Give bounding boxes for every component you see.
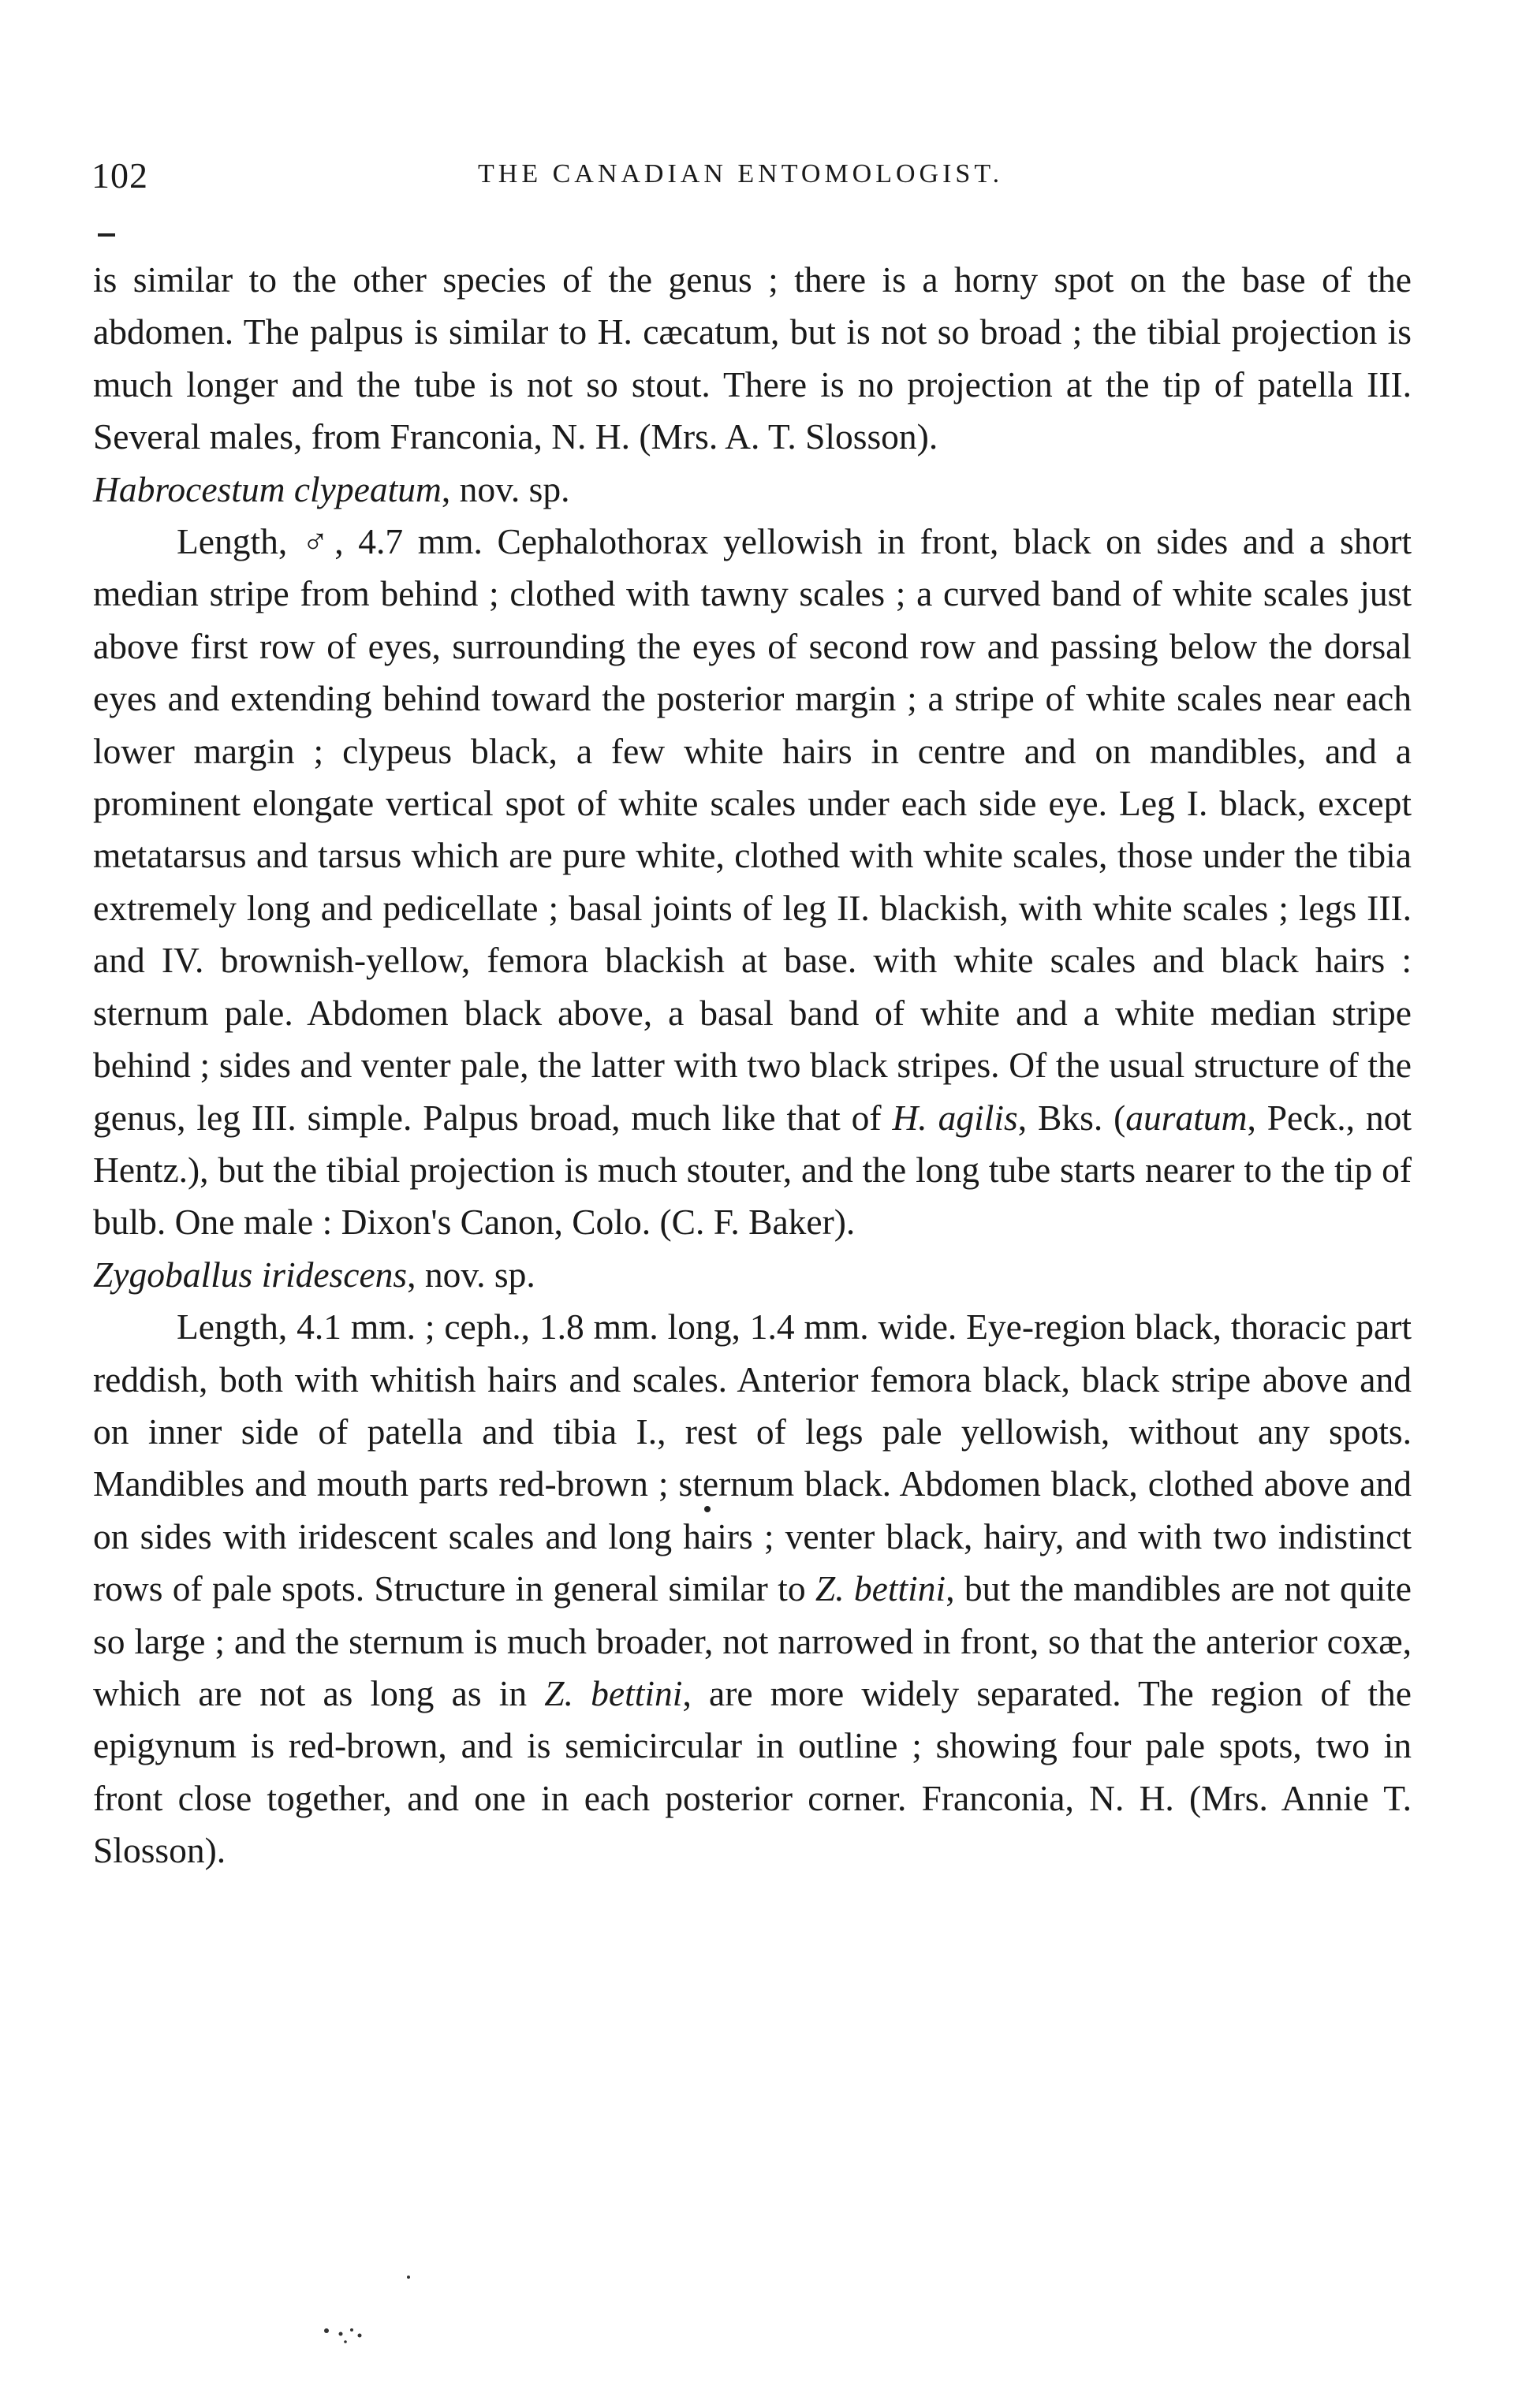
species-reference: H. agilis <box>892 1097 1018 1138</box>
description-text: , Bks. ( <box>1017 1097 1126 1138</box>
journal-title: THE CANADIAN ENTOMOLOGIST. <box>478 159 1004 188</box>
description-text: , are more widely separated. The region of the epigynum is red-brown, and is semicircular in outline ; showing four pale spots, two in front close together, and one in each posterior corner. Franconia, N. H. (Mrs. Annie T. Slosson). <box>93 1672 1412 1871</box>
species-name: Habrocestum clypeatum <box>93 468 442 509</box>
species-reference: auratum <box>1125 1097 1248 1138</box>
species-suffix: , nov. sp. <box>407 1254 535 1295</box>
print-speck <box>704 1506 711 1512</box>
species-description-zygoballus <box>93 1301 1412 1877</box>
species-heading-habrocestum <box>93 464 1412 516</box>
description-text: , Peck., not Hentz.), but the tibial projection is much stouter, and the long tube starts nearer to the tip of bulb. One male : Dixon's Canon, Colo. (C. F. Baker). <box>93 1097 1412 1243</box>
ornament-dash <box>98 233 115 237</box>
description-text: , but the mandibles are not quite so large ; and the sternum is much broader, not narrowed in front, so that the anterior coxæ, which are not as long as in <box>93 1568 1412 1713</box>
description-text: Length, ♂, 4.7 mm. Cephalothorax yellowish in front, black on sides and a short median stripe from behind ; clothed with tawny scales ; a curved band of white scales just above first row of eyes, surrounding the eyes of second row and passing below the dorsal eyes and extending behind toward the posterior margin ; a stripe of white scales near each lower margin ; clypeus black, a few white hairs in centre and on mandibles, and a prominent elongate vertical spot of white scales under each side eye. Leg I. black, except metatarsus and tarsus which are pure white, clothed with white scales, those under the tibia extremely long and pedicellate ; basal joints of leg II. blackish, with white scales ; legs III. and IV. brownish-yellow, femora blackish at base. with white scales and black hairs : sternum pale. Abdomen black above, a basal band of white and a white median stripe behind ; sides and venter pale, the latter with two black stripes. Of the usual structure of the genus, leg III. simple. Palpus broad, much like that of <box>93 521 1412 1138</box>
page-number: 102 <box>91 155 148 196</box>
species-description-habrocestum <box>93 516 1412 1249</box>
running-head <box>91 155 1432 202</box>
print-specks <box>300 2255 426 2350</box>
species-heading-zygoballus <box>93 1249 1412 1301</box>
species-reference: Z. bettini <box>815 1568 946 1609</box>
species-suffix: , nov. sp. <box>441 468 570 509</box>
description-text: Length, 4.1 mm. ; ceph., 1.8 mm. long, 1.4 mm. wide. Eye-region black, thoracic part reddish, both with whitish hairs and scales. Anterior femora black, black stripe above and on inner side of patella and tibia I., rest of legs pale yellowish, without any spots. Mandibles and mouth parts red-brown ; sternum black. Abdomen black, clothed above and on sides with iridescent scales and long hairs ; venter black, hairy, and with two indistinct rows of pale spots. Structure in general similar to <box>93 1307 1412 1609</box>
body-text <box>93 254 1412 1877</box>
paragraph-continued: is similar to the other species of the genus ; there is a horny spot on the base of the abdomen. The palpus is similar to H. cæcatum, but is not so broad ; the tibial projection is much longer and the tube is not so stout. There is no projection at the tip of patella III. Several males, from Franconia, N. H. (Mrs. A. T. Slosson). <box>93 259 1412 457</box>
species-name: Zygoballus iridescens <box>93 1254 408 1295</box>
species-reference: Z. bettini <box>544 1672 683 1713</box>
